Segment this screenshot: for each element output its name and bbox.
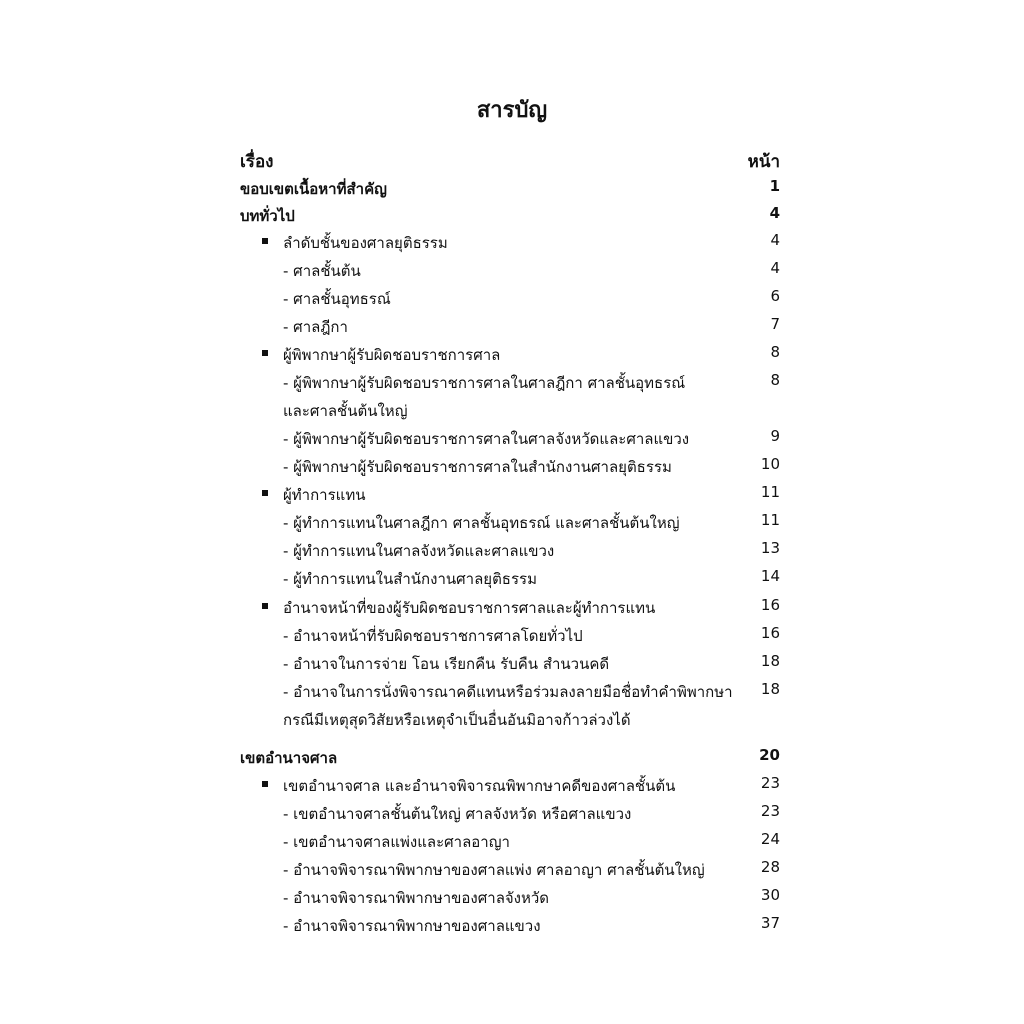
bullet-icon	[262, 603, 268, 609]
toc-continuation-row	[0, 708, 1024, 736]
toc-topic-row	[0, 231, 1024, 259]
toc-entry-page: 4	[770, 259, 780, 277]
toc-subtopic-row	[0, 371, 1024, 399]
toc-entry-text: - ผู้ทำการแทนในศาลฎีกา ศาลชั้นอุทธรณ์ และศาลชั้นต้นใหญ่	[283, 514, 680, 532]
toc-subtopic-row	[0, 802, 1024, 830]
toc-subtopic-row	[0, 886, 1024, 914]
toc-subtopic-row	[0, 259, 1024, 287]
toc-subtopic-row	[0, 511, 1024, 539]
toc-section-row	[0, 177, 1024, 205]
toc-subtopic-row	[0, 427, 1024, 455]
page-title: สารบัญ	[476, 98, 548, 123]
bullet-icon	[262, 238, 268, 244]
toc-entry-text: - อำนาจพิจารณาพิพากษาของศาลแพ่ง ศาลอาญา ศาลชั้นต้นใหญ่	[283, 861, 705, 879]
toc-entry-page: 37	[760, 914, 780, 932]
toc-entry-page: 23	[760, 802, 780, 820]
toc-entry-page: 11	[760, 511, 780, 529]
toc-entry-page: 9	[770, 427, 780, 445]
toc-subtopic-row	[0, 680, 1024, 708]
toc-topic-row	[0, 596, 1024, 624]
toc-entry-text: - ผู้พิพากษาผู้รับผิดชอบราชการศาลในศาลฎีกา ศาลชั้นอุทธรณ์	[283, 374, 686, 392]
toc-entry-page: 18	[760, 652, 780, 670]
toc-header-row	[0, 148, 1024, 176]
toc-topic-row	[0, 483, 1024, 511]
toc-entry-text: - ศาลชั้นอุทธรณ์	[283, 290, 391, 308]
toc-entry-text: กรณีมีเหตุสุดวิสัยหรือเหตุจำเป็นอื่นอันมิอาจก้าวล่วงได้	[283, 711, 631, 729]
toc-section-row	[0, 204, 1024, 232]
toc-entry-text: - ศาลฎีกา	[283, 318, 348, 336]
toc-entry-text: ผู้ทำการแทน	[283, 486, 366, 504]
toc-entry-page: 7	[770, 315, 780, 333]
toc-subtopic-row	[0, 652, 1024, 680]
toc-entry-text: - ผู้ทำการแทนในสำนักงานศาลยุติธรรม	[283, 570, 537, 588]
toc-continuation-row	[0, 399, 1024, 427]
page-column-header: หน้า	[747, 152, 780, 172]
toc-entry-page: 6	[770, 287, 780, 305]
toc-topic-row	[0, 343, 1024, 371]
toc-entry-page: 8	[770, 371, 780, 389]
toc-section-row	[0, 746, 1024, 774]
toc-entry-text: ลำดับชั้นของศาลยุติธรรม	[283, 234, 448, 252]
toc-subtopic-row	[0, 455, 1024, 483]
toc-subtopic-row	[0, 858, 1024, 886]
toc-entry-page: 20	[759, 746, 780, 764]
toc-entry-page: 16	[760, 596, 780, 614]
toc-subtopic-row	[0, 315, 1024, 343]
toc-entry-text: - อำนาจหน้าที่รับผิดชอบราชการศาลโดยทั่วไป	[283, 627, 583, 645]
toc-entry-text: - ผู้พิพากษาผู้รับผิดชอบราชการศาลในสำนักงานศาลยุติธรรม	[283, 458, 672, 476]
toc-entry-text: เขตอำนาจศาล	[240, 749, 338, 767]
toc-subtopic-row	[0, 624, 1024, 652]
toc-entry-text: ขอบเขตเนื้อหาที่สำคัญ	[240, 180, 387, 198]
toc-entry-page: 14	[760, 567, 780, 585]
toc-entry-page: 18	[760, 680, 780, 698]
bullet-icon	[262, 350, 268, 356]
toc-entry-text: - ศาลชั้นต้น	[283, 262, 361, 280]
toc-entry-text: - เขตอำนาจศาลชั้นต้นใหญ่ ศาลจังหวัด หรือศาลแขวง	[283, 805, 632, 823]
toc-topic-row	[0, 774, 1024, 802]
toc-entry-page: 10	[760, 455, 780, 473]
toc-entry-page: 13	[760, 539, 780, 557]
topic-column-header: เรื่อง	[240, 152, 274, 172]
toc-entry-text: ผู้พิพากษาผู้รับผิดชอบราชการศาล	[283, 346, 501, 364]
toc-entry-text: - ผู้พิพากษาผู้รับผิดชอบราชการศาลในศาลจังหวัดและศาลแขวง	[283, 430, 690, 448]
toc-entry-text: บททั่วไป	[240, 207, 295, 225]
toc-entry-page: 28	[760, 858, 780, 876]
toc-entry-page: 8	[770, 343, 780, 361]
toc-entry-page: 11	[760, 483, 780, 501]
toc-entry-text: - ผู้ทำการแทนในศาลจังหวัดและศาลแขวง	[283, 542, 555, 560]
bullet-icon	[262, 490, 268, 496]
toc-entry-page: 23	[760, 774, 780, 792]
toc-entry-text: เขตอำนาจศาล และอำนาจพิจารณพิพากษาคดีของศาลชั้นต้น	[283, 777, 676, 795]
toc-entry-text: - อำนาจในการนั่งพิจารณาคดีแทนหรือร่วมลงลายมือชื่อทำคำพิพากษา	[283, 683, 733, 701]
toc-entry-text: - อำนาจพิจารณาพิพากษาของศาลจังหวัด	[283, 889, 550, 907]
toc-entry-text: อำนาจหน้าที่ของผู้รับผิดชอบราชการศาลและผู้ทำการแทน	[283, 599, 656, 617]
toc-entry-page: 30	[760, 886, 780, 904]
toc-subtopic-row	[0, 830, 1024, 858]
toc-entry-page: 24	[760, 830, 780, 848]
toc-subtopic-row	[0, 567, 1024, 595]
toc-subtopic-row	[0, 539, 1024, 567]
toc-subtopic-row	[0, 914, 1024, 942]
toc-entry-text: - อำนาจพิจารณาพิพากษาของศาลแขวง	[283, 917, 541, 935]
toc-entry-text: และศาลชั้นต้นใหญ่	[283, 402, 408, 420]
toc-entry-page: 4	[770, 231, 780, 249]
toc-entry-page: 1	[769, 177, 780, 195]
toc-subtopic-row	[0, 287, 1024, 315]
toc-entry-text: - เขตอำนาจศาลแพ่งและศาลอาญา	[283, 833, 510, 851]
toc-entry-page: 16	[760, 624, 780, 642]
bullet-icon	[262, 781, 268, 787]
toc-entry-page: 4	[769, 204, 780, 222]
toc-entry-text: - อำนาจในการจ่าย โอน เรียกคืน รับคืน สำนวนคดี	[283, 655, 610, 673]
